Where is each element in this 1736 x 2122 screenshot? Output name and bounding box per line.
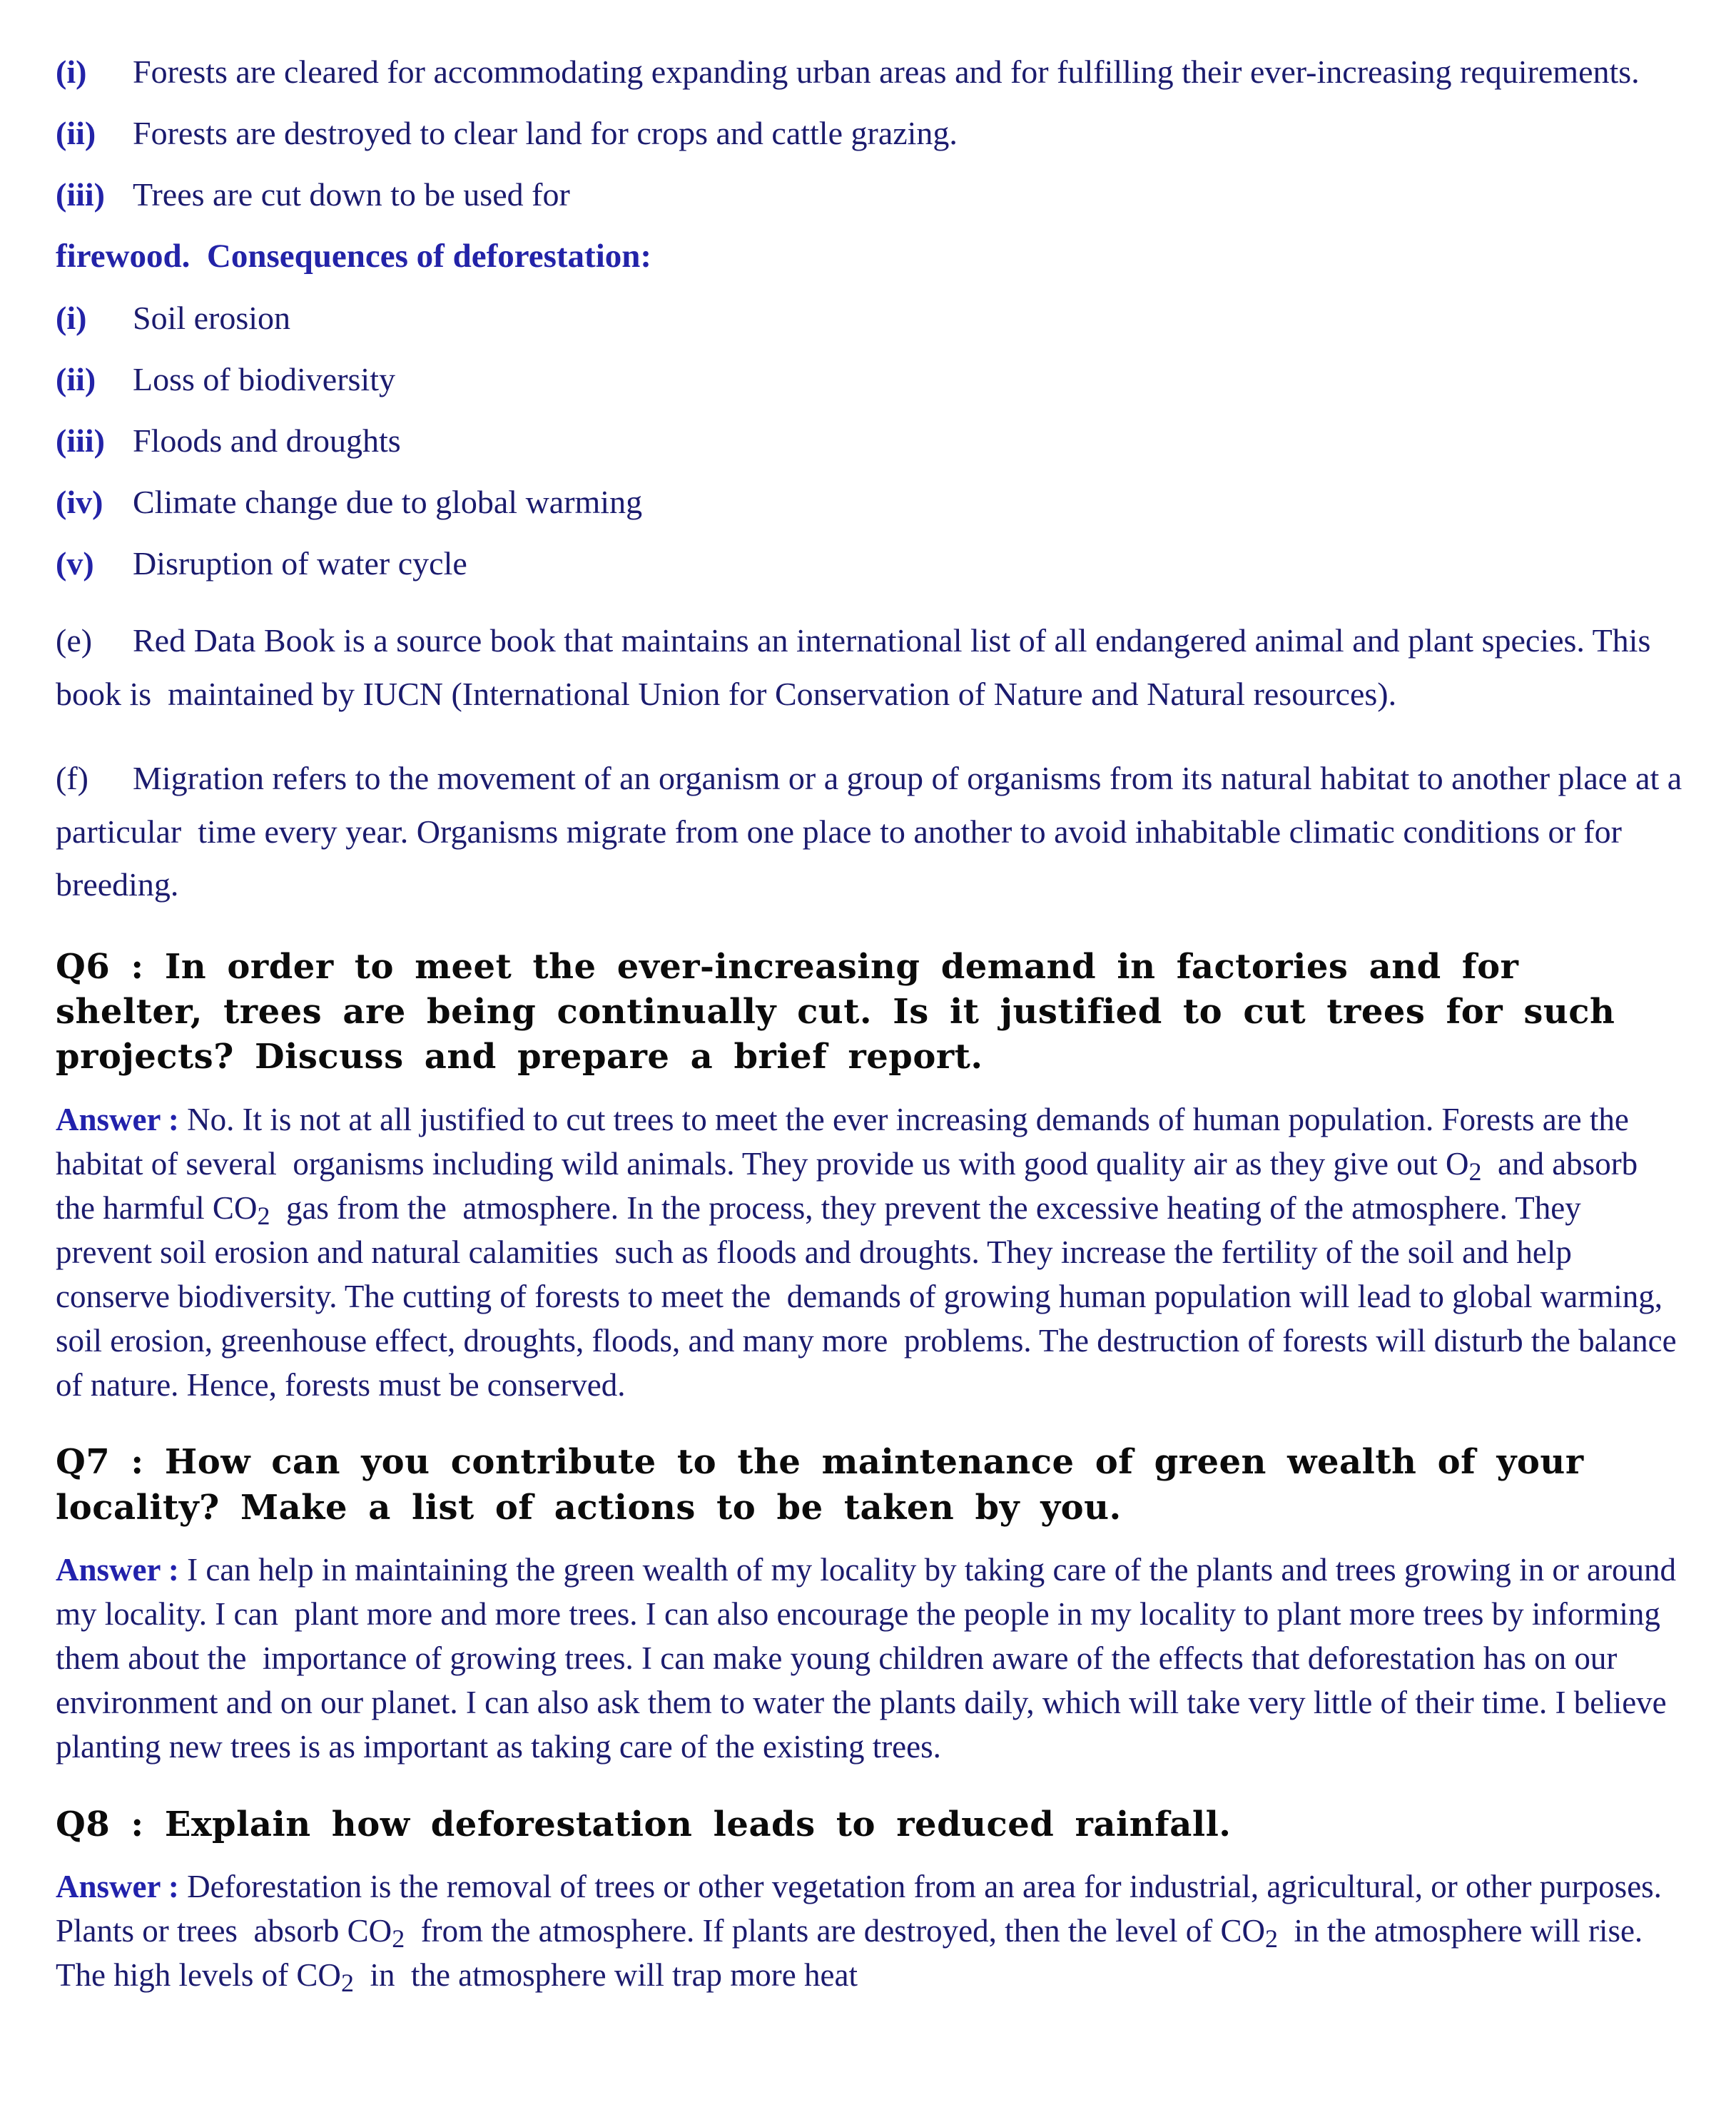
question-7-block [56,1440,1683,1769]
list-item [56,533,1683,594]
list-item [56,41,1683,103]
list-marker: (i) [56,54,87,90]
list-marker: (e) [56,622,93,659]
list-marker: (iv) [56,484,103,521]
answer-paragraph [56,1864,1683,1997]
list-item [56,410,1683,472]
red-data-book-paragraph [56,614,1683,721]
answer-label: Answer : [56,1101,179,1137]
list-marker: (iii) [56,422,105,460]
consequences-heading: firewood. Consequences of deforestation: [56,238,652,275]
list-marker: (ii) [56,115,96,152]
list-item-text: Soil erosion [133,299,291,336]
list-marker: (f) [56,760,88,797]
list-item-text: Forests are cleared for accommodating expanding urban areas and for fulfilling their ever-increasing requirements. [133,54,1640,90]
answer-text: No. It is not at all justified to cut trees to meet the ever increasing demands of human population. Forests are the habitat of several organisms including wild animals. They provide us with good quality air as they give out $O_2$ and absorb the harmful $CO_2$ gas from the atmosphere. In the process, they prevent the excessive heating of the atmosphere. They prevent soil erosion and natural calamities such as floods and droughts. They increase the fertility of the soil and help conserve biodiversity. The cutting of forests to meet the demands of growing human population will lead to global warming, soil erosion, greenhouse effect, droughts, floods, and many more problems. The destruction of forests will disturb the balance of nature. Hence, forests must be conserved. [56,1101,1685,1403]
migration-paragraph [56,752,1690,912]
answer-text: I can help in maintaining the green wealth of my locality by taking care of the plants and trees growing in or around my locality. I can plant more and more trees. I can also encourage the people in my locality to plant more trees by informing them about the importance of growing trees. I can make young children aware of the effects that deforestation has on our environment and on our planet. I can also ask them to water the plants daily, which will take very little of their time. I believe planting new trees is as important as taking care of the existing trees. [56,1552,1685,1765]
list-marker: (i) [56,299,87,336]
answer-text: Deforestation is the removal of trees or other vegetation from an area for industrial, agricultural, or other purposes. Plants or trees absorb $CO_2$ from the atmosphere. If plants are destroyed, then the level of $CO_2$ in the atmosphere will rise. The high levels of $CO_2$ in the atmosphere will trap more heat [56,1868,1670,1998]
list-marker: (v) [56,545,94,582]
question-8-block [56,1802,1683,1998]
question-heading: Q7 : How can you contribute to the maintenance of green wealth of your locality? Make a list of actions to be taken by you. [56,1442,1584,1528]
list-item-text: Disruption of water cycle [133,545,467,582]
question-heading: Q8 : Explain how deforestation leads to reduced rainfall. [56,1804,1232,1844]
list-item-text: Floods and droughts [133,422,401,460]
answer-label: Answer : [56,1552,179,1588]
list-item [56,288,1683,349]
list-marker: (ii) [56,361,96,397]
list-item-text: Loss of biodiversity [133,361,395,397]
list-item [56,472,1683,533]
paragraph-text: Red Data Book is a source book that maintains an international list of all endangered animal and plant species. This book is maintained by IUCN (International Union for Conservation of Nature and Natural resources). [56,622,1659,712]
question-heading: Q6 : In order to meet the ever-increasing demand in factories and for shelter, trees are being continually cut. Is it justified to cut trees for such projects? Discuss and prepare a brief report. [56,946,1615,1077]
document-page [56,41,1690,1998]
deforestation-consequences-list [56,288,1683,594]
paragraph-text: Migration refers to the movement of an organism or a group of organisms from its natural habitat to another place at a particular time every year. Organisms migrate from one place to another to avoid inhabitable climatic conditions or for breeding. [56,760,1690,903]
list-item [56,164,1683,225]
list-item [56,103,1683,164]
list-item-text: Climate change due to global warming [133,484,643,521]
answer-paragraph [56,1548,1683,1769]
list-item-text: Trees are cut down to be used for [133,176,570,213]
deforestation-causes-list [56,41,1683,288]
list-item [56,349,1683,410]
list-item-text: Forests are destroyed to clear land for crops and cattle grazing. [133,115,958,152]
list-marker: (iii) [56,176,105,213]
answer-label: Answer : [56,1868,179,1904]
answer-paragraph [56,1097,1683,1408]
question-6-block [56,945,1683,1408]
